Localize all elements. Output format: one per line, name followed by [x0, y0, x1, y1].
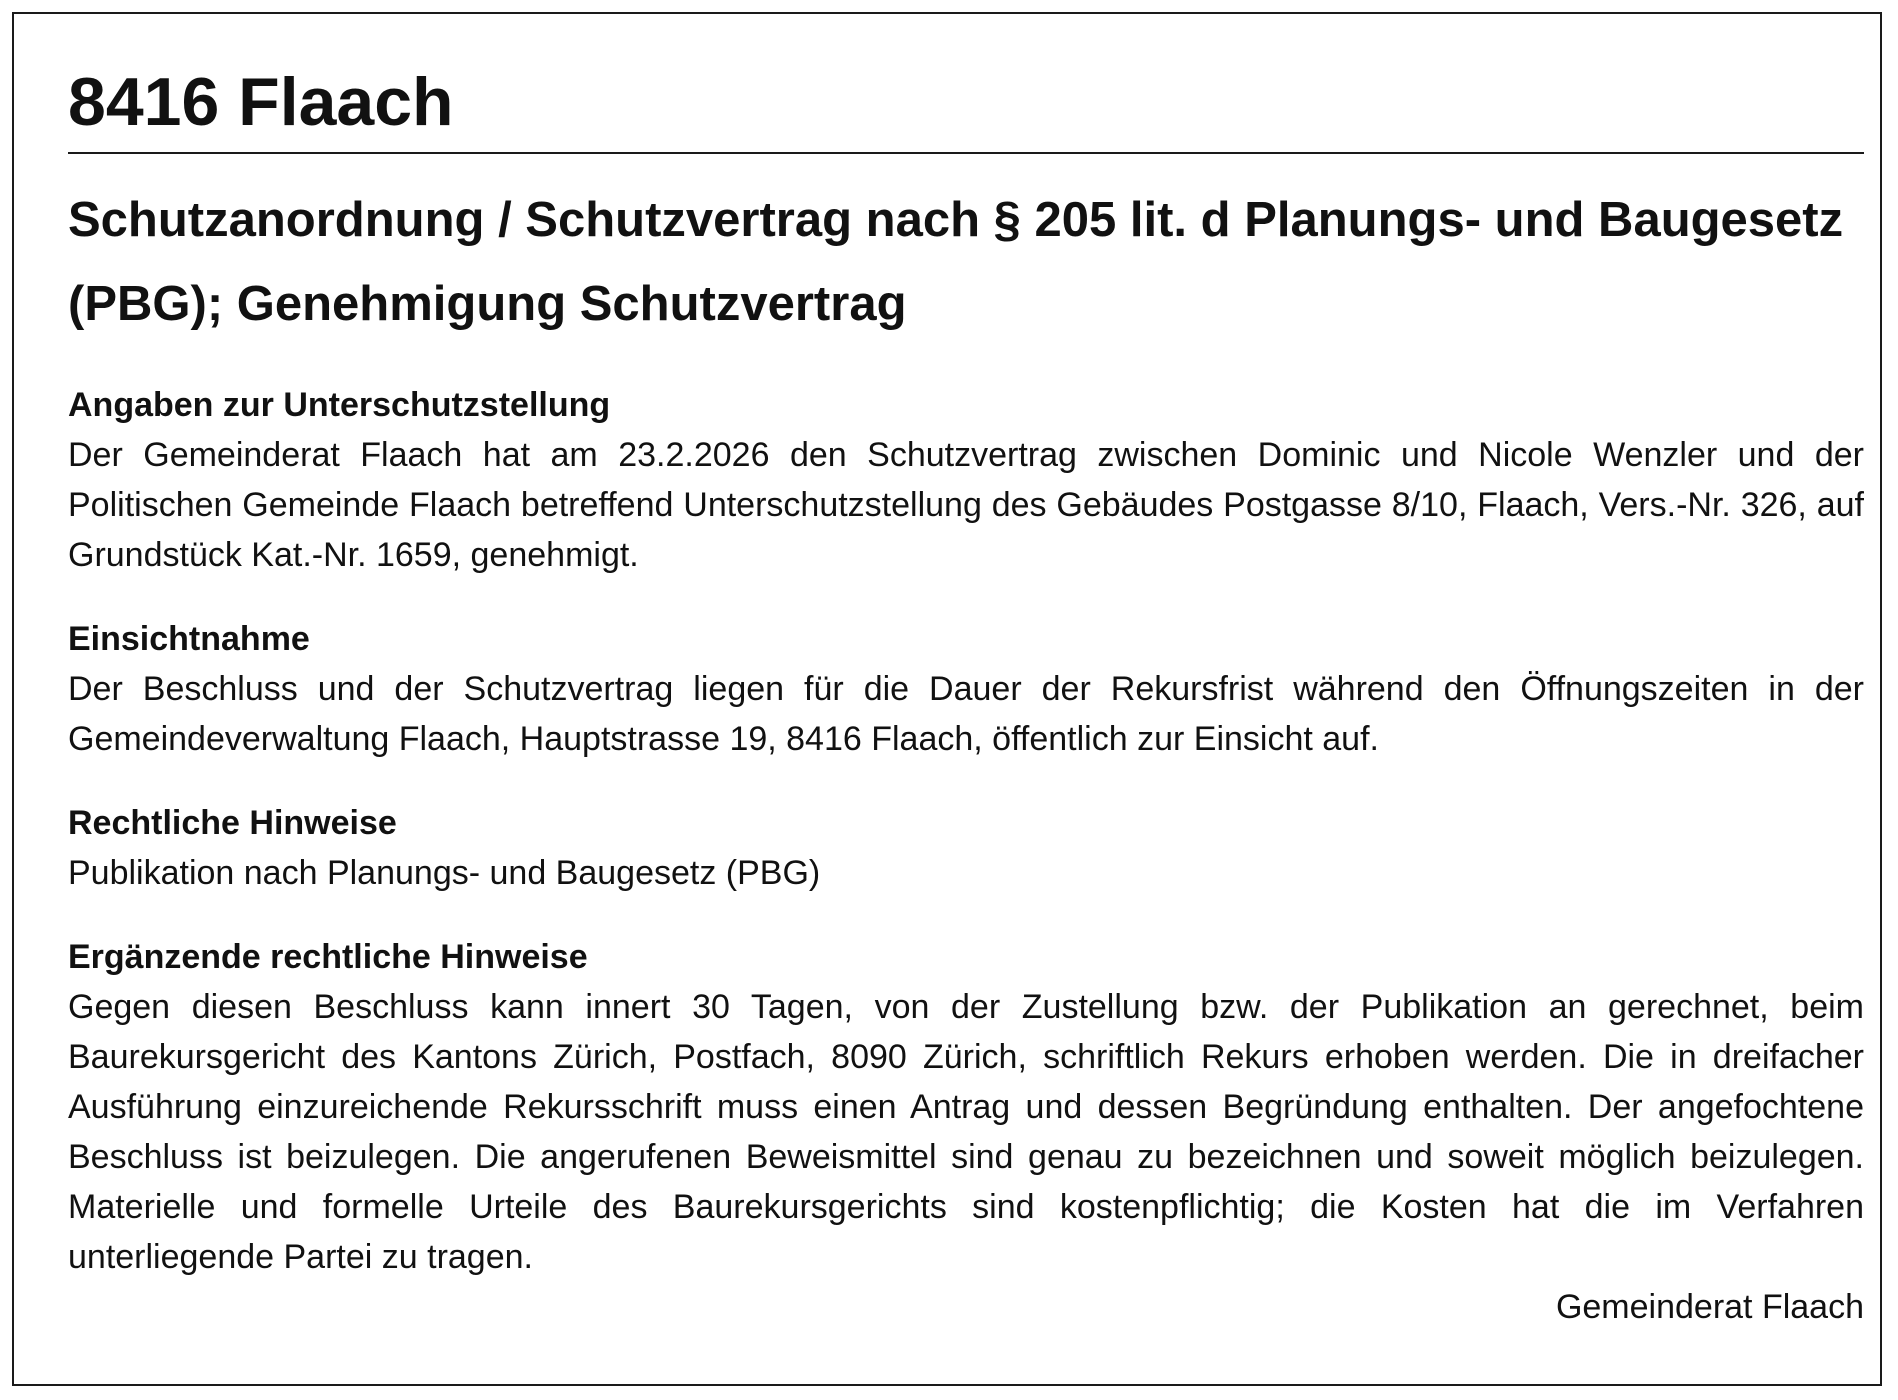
- section-ergaenzende-hinweise: [68, 932, 1864, 1282]
- location-title: 8416 Flaach: [68, 64, 454, 140]
- notice-content: [68, 58, 1864, 1332]
- section-title: Einsichtnahme: [68, 620, 310, 658]
- title-divider: [68, 152, 1864, 154]
- signature: Gemeinderat Flaach: [1555, 1288, 1864, 1326]
- section-title: Rechtliche Hinweise: [68, 804, 397, 842]
- section-rechtliche-hinweise: [68, 798, 1864, 898]
- notice-headline: Schutzanordnung / Schutzvertrag nach § 205 lit. d Planungs- und Baugesetz (PBG); Genehmigung Schutzvertrag: [68, 193, 1844, 331]
- section-title: Angaben zur Unterschutzstellung: [68, 386, 611, 424]
- section-einsichtnahme: [68, 614, 1864, 764]
- section-title: Ergänzende rechtliche Hinweise: [68, 938, 588, 976]
- section-text: Der Beschluss und der Schutzvertrag liegen für die Dauer der Rekursfrist während den Öffnungszeiten in der Gemeindeverwaltung Flaach, Hauptstrasse 19, 8416 Flaach, öffentlich zur Einsicht auf.: [68, 670, 1864, 758]
- section-text: Gegen diesen Beschluss kann innert 30 Tagen, von der Zustellung bzw. der Publikation an gerechnet, beim Baurekursgericht des Kantons Zürich, Postfach, 8090 Zürich, schriftlich Rekurs erhoben werden. Die in dreifacher Ausführung einzureichende Rekursschrift muss einen Antrag und dessen Begründung enthalten. Der angefochtene Beschluss ist beizulegen. Die angerufenen Beweismittel sind genau zu bezeichnen und soweit möglich beizulegen. Materielle und formelle Urteile des Baurekursgerichts sind kostenpflichtig; die Kosten hat die im Verfahren unterliegende Partei zu tragen.: [68, 988, 1864, 1276]
- section-text: Der Gemeinderat Flaach hat am 23.2.2026 den Schutzvertrag zwischen Dominic und Nicole Wenzler und der Politischen Gemeinde Flaach betreffend Unterschutzstellung des Gebäudes Postgasse 8/10, Flaach, Vers.-Nr. 326, auf Grundstück Kat.-Nr. 1659, genehmigt.: [68, 436, 1864, 574]
- section-text: Publikation nach Planungs- und Baugesetz (PBG): [68, 854, 821, 892]
- section-unterschutzstellung: [68, 380, 1864, 580]
- notice-frame: [12, 12, 1882, 1386]
